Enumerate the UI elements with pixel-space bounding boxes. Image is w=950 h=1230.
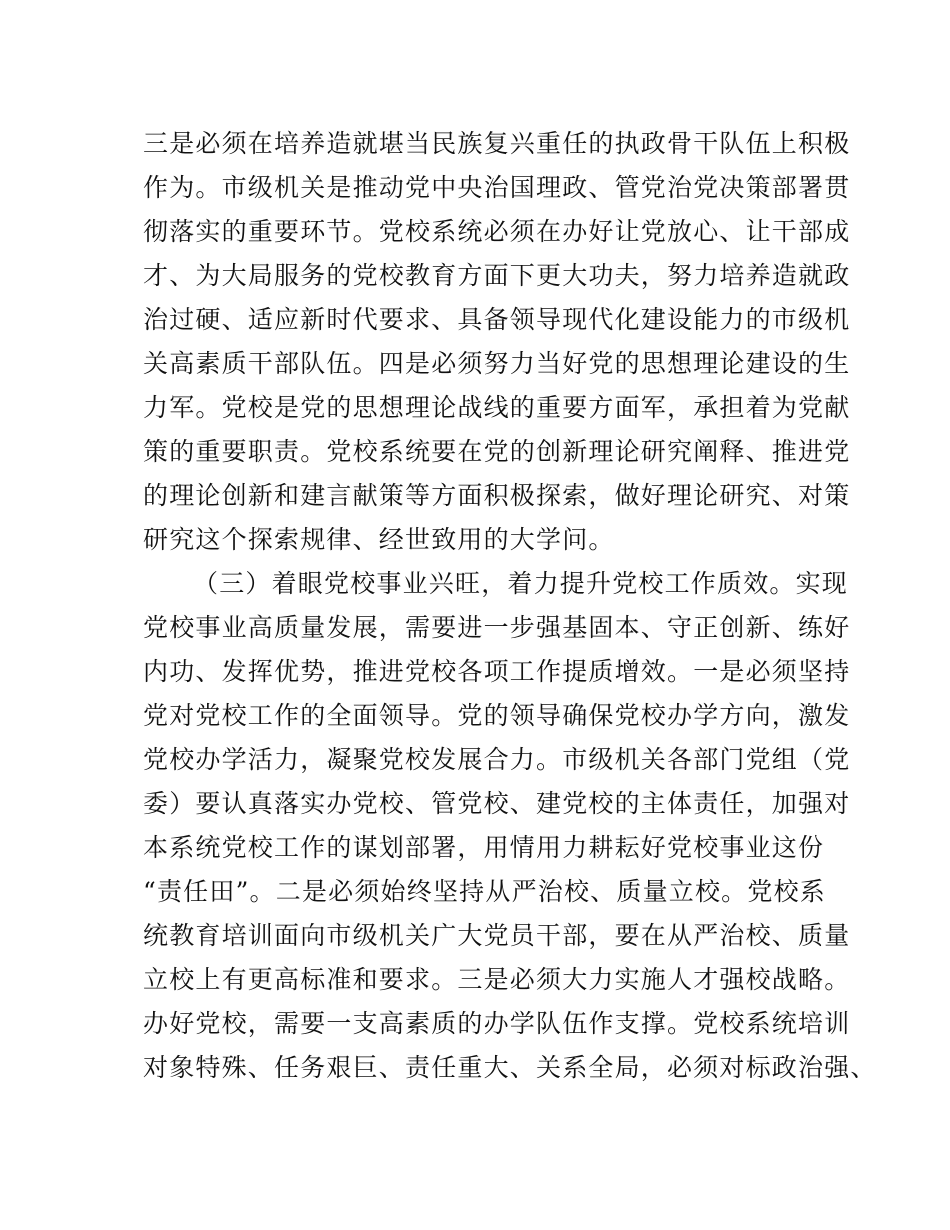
paragraph-line: 作为。市级机关是推动党中央治国理政、管党治党决策部署贯 [143, 173, 851, 202]
paragraph-line: 党校事业高质量发展，需要进一步强基固本、守正创新、练好 [143, 613, 851, 642]
paragraph-line: 办好党校，需要一支高素质的办学队伍作支撑。党校系统培训 [143, 1009, 851, 1038]
paragraph-line: 对象特殊、任务艰巨、责任重大、关系全局，必须对标政治强、 [143, 1053, 877, 1082]
paragraph-line: 关高素质干部队伍。四是必须努力当好党的思想理论建设的生 [143, 349, 851, 378]
paragraph-line: 内功、发挥优势，推进党校各项工作提质增效。一是必须坚持 [143, 657, 851, 686]
section-heading-line: （三）着眼党校事业兴旺，着力提升党校工作质效。实现 [193, 569, 849, 598]
paragraph-line: 治过硬、适应新时代要求、具备领导现代化建设能力的市级机 [143, 305, 851, 334]
paragraph-line: 三是必须在培养造就堪当民族复兴重任的执政骨干队伍上积极 [143, 129, 851, 158]
paragraph-line: 党校办学活力，凝聚党校发展合力。市级机关各部门党组（党 [143, 745, 851, 774]
paragraph-line: 立校上有更高标准和要求。三是必须大力实施人才强校战略。 [143, 965, 851, 994]
paragraph-line: 策的重要职责。党校系统要在党的创新理论研究阐释、推进党 [143, 437, 851, 466]
paragraph-line: 本系统党校工作的谋划部署，用情用力耕耘好党校事业这份 [143, 833, 825, 862]
paragraph-line: 力军。党校是党的思想理论战线的重要方面军，承担着为党献 [143, 393, 851, 422]
paragraph-line: 才、为大局服务的党校教育方面下更大功夫，努力培养造就政 [143, 261, 851, 290]
paragraph-1 [143, 122, 851, 562]
paragraph-line: 委）要认真落实办党校、管党校、建党校的主体责任，加强对 [143, 789, 851, 818]
paragraph-2 [143, 562, 877, 1090]
paragraph-line: 彻落实的重要环节。党校系统必须在办好让党放心、让干部成 [143, 217, 851, 246]
paragraph-line: “责任田”。二是必须始终坚持从严治校、质量立校。党校系 [143, 877, 826, 906]
paragraph-line: 统教育培训面向市级机关广大党员干部，要在从严治校、质量 [143, 921, 851, 950]
paragraph-line: 研究这个探索规律、经世致用的大学问。 [143, 525, 615, 554]
paragraph-line: 党对党校工作的全面领导。党的领导确保党校办学方向，激发 [143, 701, 851, 730]
paragraph-line: 的理论创新和建言献策等方面积极探索，做好理论研究、对策 [143, 481, 851, 510]
